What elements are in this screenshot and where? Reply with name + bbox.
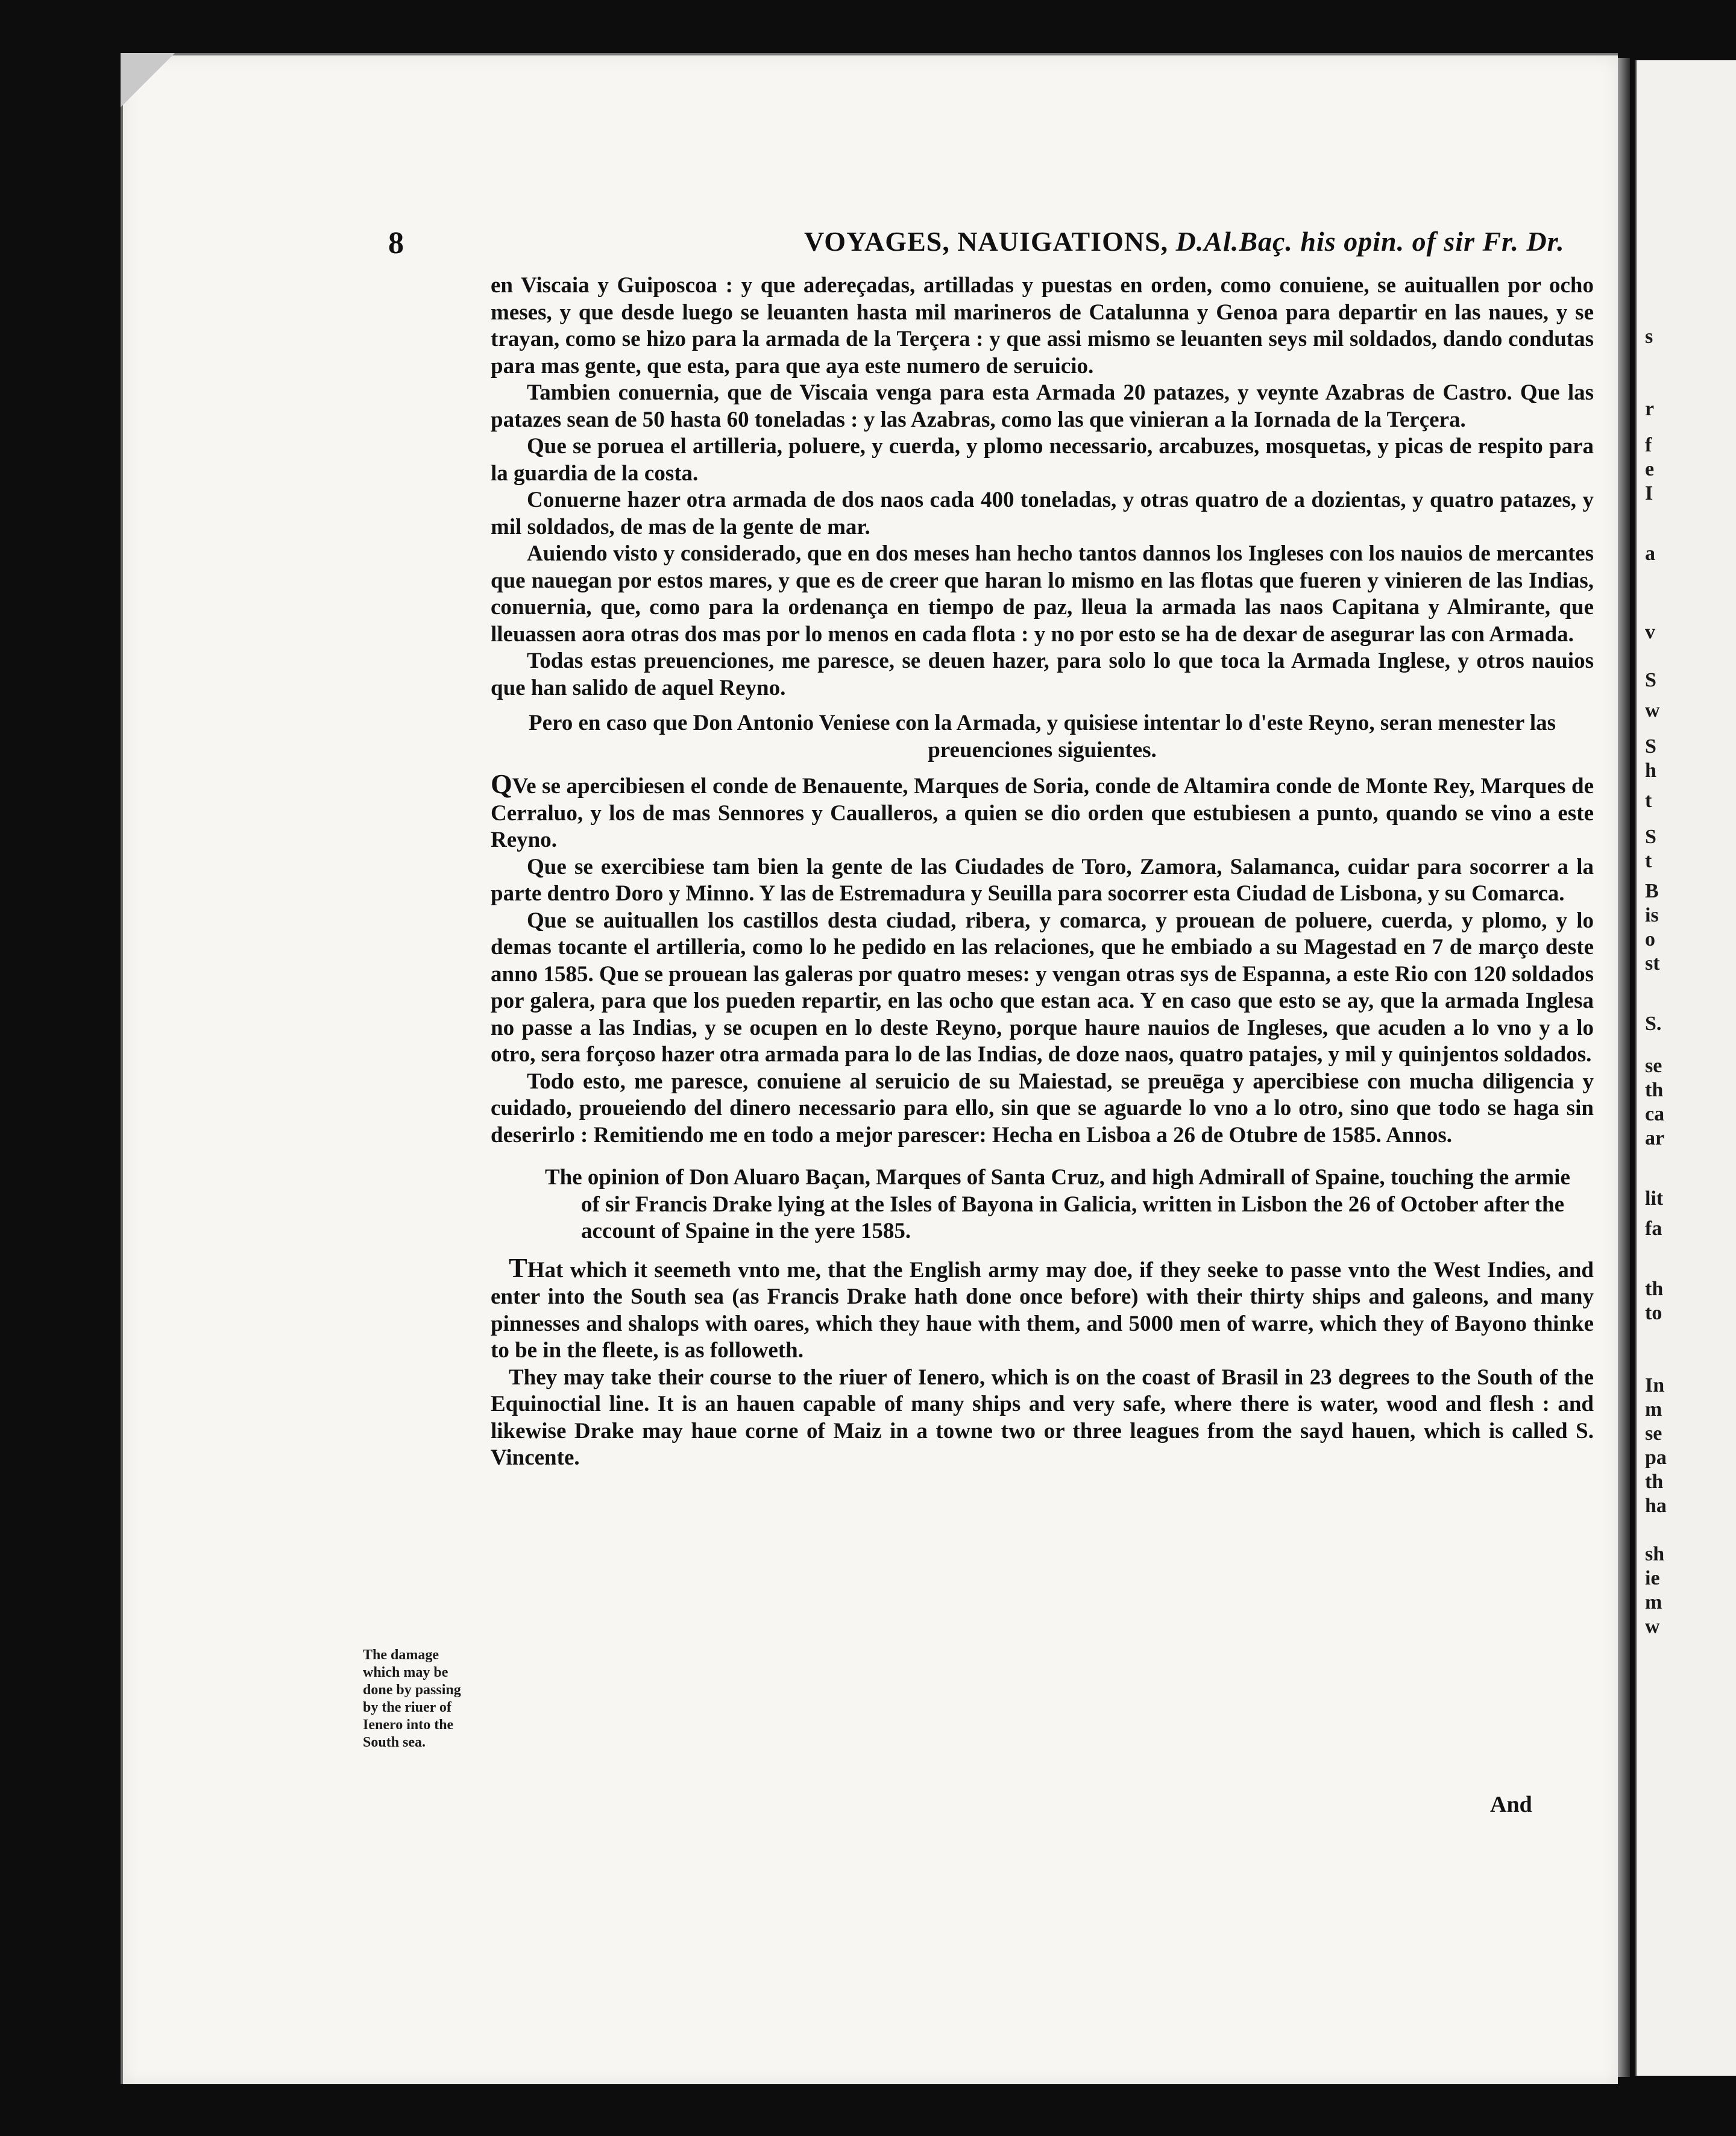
spanish-letter [491,272,1594,1149]
paragraph: Auiendo visto y considerado, que en dos meses han hecho tantos dannos los Ingleses con los nauios de mercantes que nauegan por estos mares, y que es de creer que haran lo mismo en las flotas que fueren y vinieren de las Indias, conuernia, que, como para la ordenança en tiempo de paz, lleua la armada las naos Capitana y Almirante, que lleuassen aora otras dos mas por lo menos en cada flota : y no por esto se ha de dexar de asegurar las con Armada. [491,541,1594,647]
adjacent-page-fragment: to [1645,1302,1662,1324]
adjacent-page-fragment: se [1645,1422,1662,1445]
adjacent-page-fragment: lit [1645,1187,1664,1210]
page-header [123,225,1618,268]
paragraph: THat which it seemeth vnto me, that the English army may doe, if they seeke to passe vnto the West Indies, and enter into the South sea (as Francis Drake hath done once before) with their thirty ships and galeons, and many pinnesses and shalops with oares, which they haue with them, and 5000 men of warre, which they of Bayono thinke to be in the fleete, is as followeth. [491,1252,1594,1363]
paragraph: en Viscaia y Guiposcoa : y que adereçadas, artilladas y puestas en orden, como conuiene, se auituallen por ocho meses, y que desde luego se leuanten hasta mil marineros de Catalunna y Genoa para departir en las naues, y se trayan, como se hizo para la armada de la Terçera : y que assi mismo se leuanten seys mil soldados, dando condutas para mas gente, que esta, para que aya este numero de seruicio. [491,273,1594,379]
paragraph: Conuerne hazer otra armada de dos naos cada 400 toneladas, y otras quatro de a dozientas, y quatro patazes, y mil soldados, de mas de la gente de mar. [491,488,1594,539]
adjacent-page-fragment: ie [1645,1567,1660,1589]
adjacent-page-fragment: S [1645,669,1656,691]
adjacent-page-fragment: S [1645,826,1656,848]
page-gutter-shadow [1618,58,1630,2077]
adjacent-page-fragment: e [1645,458,1655,480]
adjacent-page-fragment: pa [1645,1447,1667,1469]
adjacent-page-fragment: th [1645,1278,1664,1300]
adjacent-page-fragment: w [1645,699,1660,721]
running-title-italic: D.Al.Baç. his opin. of sir Fr. Dr. [1175,226,1565,257]
running-title [804,225,1565,257]
adjacent-page-fragment: m [1645,1591,1662,1613]
paragraph: Todo esto, me paresce, conuiene al seruicio de su Maiestad, se preuēga y apercibiese con mucha diligencia y cuidado, proueiendo del dinero necessario para ello, sin que se aguarde lo vno a lo otro, sino que todo se haga sin deserirlo : Remitiendo me en todo a mejor parescer: Hecha en Lisboa a 26 de Otubre de 1585. Annos. [491,1069,1594,1148]
adjacent-page-fragment: a [1645,542,1655,565]
paragraph: Tambien conuernia, que de Viscaia venga para esta Armada 20 patazes, y veynte Azabras de Castro. Que las patazes sean de 50 hasta 60 toneladas : y las Azabras, como las que vinieran a la Iornada de la Terçera. [491,380,1594,432]
adjacent-page-fragment: o [1645,928,1655,950]
adjacent-page-fragment: f [1645,434,1652,456]
paragraph: Todas estas preuenciones, me paresce, se deuen hazer, para solo lo que toca la Armada Inglese, y otros nauios que han salido de aquel Reyno. [491,649,1594,700]
book-page [121,53,1618,2084]
adjacent-page-fragment: t [1645,850,1652,872]
adjacent-page-fragment: s [1645,325,1653,348]
adjacent-page-fragment: m [1645,1398,1662,1421]
paragraph: Que se exercibiese tam bien la gente de las Ciudades de Toro, Zamora, Salamanca, cuidar para socorrer a la parte dentro Doro y Minno. Y las de Estremadura y Seuilla para socorrer esta Ciudad de Lisbona, y su Comarca. [491,854,1594,906]
marginal-note: The damage which may be done by passing by the riuer of Ienero into the South sea. [363,1647,461,1750]
adjacent-page-fragment: r [1645,398,1655,420]
paragraph: Que se poruea el artilleria, poluere, y cuerda, y plomo necessario, arcabuzes, mosquetas, y picas de respito para la guardia de la costa. [491,434,1594,486]
running-title-main: VOYAGES, NAUIGATIONS, [804,226,1169,257]
section-heading: Pero en caso que Don Antonio Veniese con la Armada, y quisiese intentar lo d'este Reyno, seran menester las preuenciones siguientes. [528,711,1556,762]
adjacent-page-fragment: st [1645,952,1660,975]
adjacent-page-strip [1635,60,1736,2076]
paragraph: QVe se apercibiesen el conde de Benauente, Marques de Soria, conde de Altamira conde de Monte Rey, Marques de Cerraluo, y los de mas Sennores y Caualleros, a quien se dio orden que estubiesen a punto, quando se vino a este Reyno. [491,768,1594,852]
adjacent-page-fragment: th [1645,1471,1664,1493]
adjacent-page-fragment: h [1645,759,1656,782]
adjacent-page-fragment: S [1645,735,1656,758]
main-text-block [491,272,1594,1472]
adjacent-page-fragment: w [1645,1615,1660,1638]
paragraph: They may take their course to the riuer of Ienero, which is on the coast of Brasil in 23 degrees to the South of the Equinoctial line. It is an hauen capable of many ships and very safe, where there is water, wood and flesh : and likewise Drake may haue corne of Maiz in a towne two or three leagues from the sayd hauen, which is called S. Vincente. [491,1365,1594,1470]
adjacent-page-fragment: th [1645,1079,1664,1101]
adjacent-page-fragment: ca [1645,1103,1665,1125]
adjacent-page-fragment: S. [1645,1013,1662,1035]
page-number: 8 [388,226,404,260]
adjacent-page-fragment: ha [1645,1495,1667,1517]
opinion-heading: The opinion of Don Aluaro Baçan, Marques of Santa Cruz, and high Admirall of Spaine, touching the armie of sir Francis Drake lying at the Isles of Bayona in Galicia, written in Lisbon the 26 of October after the account of Spaine in the yere 1585. [545,1165,1570,1243]
adjacent-page-fragment: v [1645,621,1655,643]
paragraph: Que se auituallen los castillos desta ciudad, ribera, y comarca, y prouean de poluere, cuerda, y plomo, y lo demas tocante el artilleria, como lo he pedido en las relaciones, que he embiado a su Magestad en 7 de março deste anno 1585. Que se prouean las galeras por quatro meses: y vengan otras sys de Espanna, a este Rio con 120 soldados por galera, para que los pueden repartir, en las ocho que estan aca. Y en caso que esto se ay, que la armada Inglesa no passe a las Indias, y se ocupen en lo deste Reyno, porque haure nauios de Ingleses, que acuden a lo vno y a lo otro, sera forçoso hazer otra armada para lo de las Indias, de doze naos, quatro patajes, y mil y quinjentos soldados. [491,908,1594,1067]
adjacent-page-fragment: In [1645,1374,1665,1396]
adjacent-page-fragment: ar [1645,1127,1665,1149]
adjacent-page-fragment: se [1645,1055,1662,1077]
adjacent-page-fragment: is [1645,904,1659,926]
catchword: And [1490,1792,1532,1817]
english-opinion [491,1164,1594,1472]
adjacent-page-fragment: fa [1645,1217,1662,1240]
folded-corner [121,53,175,107]
adjacent-page-fragment: t [1645,790,1652,812]
adjacent-page-fragment: I [1645,482,1653,504]
adjacent-page-fragment: B [1645,880,1659,902]
adjacent-page-fragment: sh [1645,1543,1665,1565]
